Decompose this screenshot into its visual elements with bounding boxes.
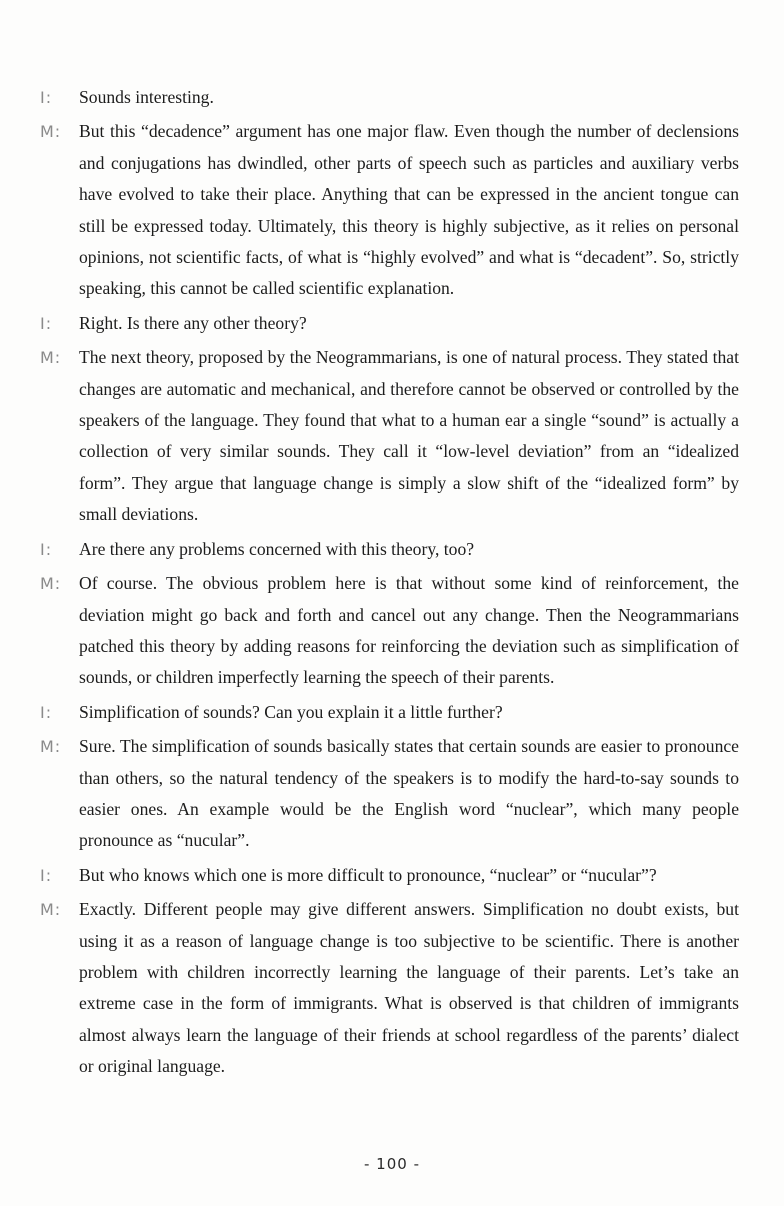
dialogue-turn bbox=[0, 116, 784, 304]
speaker-label: M: bbox=[40, 900, 62, 920]
speaker-label: M: bbox=[40, 737, 62, 757]
speaker-label: I: bbox=[40, 88, 53, 107]
dialogue-turn bbox=[0, 731, 784, 857]
speech-text: Are there any problems concerned with this theory, too? bbox=[79, 538, 475, 559]
speech-text: The next theory, proposed by the Neogrammarians, is one of natural process. They stated that changes are automatic and mechanical, and therefore cannot be observed or controlled by the speakers of the language. They found that what to a human ear a single “sound” is actually a collection of very similar sounds. They call it “low-level deviation” from an “idealized form”. They argue that language change is simply a slow shift of the “idealized form” by small deviations. bbox=[79, 347, 739, 525]
speaker-label: M: bbox=[40, 122, 62, 142]
dialogue-turn bbox=[0, 860, 784, 891]
speaker-label: I: bbox=[40, 539, 53, 559]
speaker-label: I: bbox=[40, 865, 53, 885]
speaker-label: I: bbox=[40, 702, 53, 722]
dialogue-turn bbox=[0, 568, 784, 694]
speech-text: Of course. The obvious problem here is that without some kind of reinforcement, the deviation might go back and forth and cancel out any change. Then the Neogrammarians patched this theory by adding reasons for reinforcing the deviation such as simplification of sounds, or children imperfectly learning the speech of their parents. bbox=[79, 573, 739, 688]
speech-text: Sounds interesting. bbox=[79, 87, 214, 107]
page-number: - 100 - bbox=[364, 1155, 420, 1173]
dialogue-turn bbox=[0, 697, 784, 728]
speaker-label: M: bbox=[40, 348, 62, 368]
speech-text: But who knows which one is more difficult to pronounce, “nuclear” or “nucular”? bbox=[79, 864, 657, 885]
dialogue bbox=[0, 82, 784, 1086]
speaker-label: I: bbox=[40, 313, 53, 333]
speaker-label: M: bbox=[40, 574, 62, 594]
speech-text: Right. Is there any other theory? bbox=[79, 312, 307, 333]
dialogue-turn bbox=[0, 308, 784, 339]
dialogue-turn bbox=[0, 342, 784, 530]
dialogue-turn bbox=[0, 894, 784, 1082]
speech-text: Simplification of sounds? Can you explain it a little further? bbox=[79, 701, 503, 722]
speech-text: Sure. The simplification of sounds basically states that certain sounds are easier to pronounce than others, so the natural tendency of the speakers is to modify the hard-to-say sounds to easier ones. An example would be the English word “nuclear”, which many people pronounce as “nucular”. bbox=[79, 736, 739, 851]
speech-text: But this “decadence” argument has one major flaw. Even though the number of declensions and conjugations has dwindled, other parts of speech such as particles and auxiliary verbs have evolved to take their place. Anything that can be expressed in the ancient tongue can still be expressed today. Ultimately, this theory is highly subjective, as it relies on personal opinions, not scientific facts, of what is “highly evolved” and what is “decadent”. So, strictly speaking, this cannot be called scientific explanation. bbox=[79, 121, 739, 299]
speech-text: Exactly. Different people may give different answers. Simplification no doubt exists, but using it as a reason of language change is too subjective to be scientific. There is another problem with children incorrectly learning the language of their parents. Let’s take an extreme case in the form of immigrants. What is observed is that children of immigrants almost always learn the language of their friends at school regardless of the parents’ dialect or original language. bbox=[79, 899, 739, 1077]
dialogue-turn bbox=[0, 534, 784, 565]
dialogue-turn bbox=[0, 82, 784, 113]
